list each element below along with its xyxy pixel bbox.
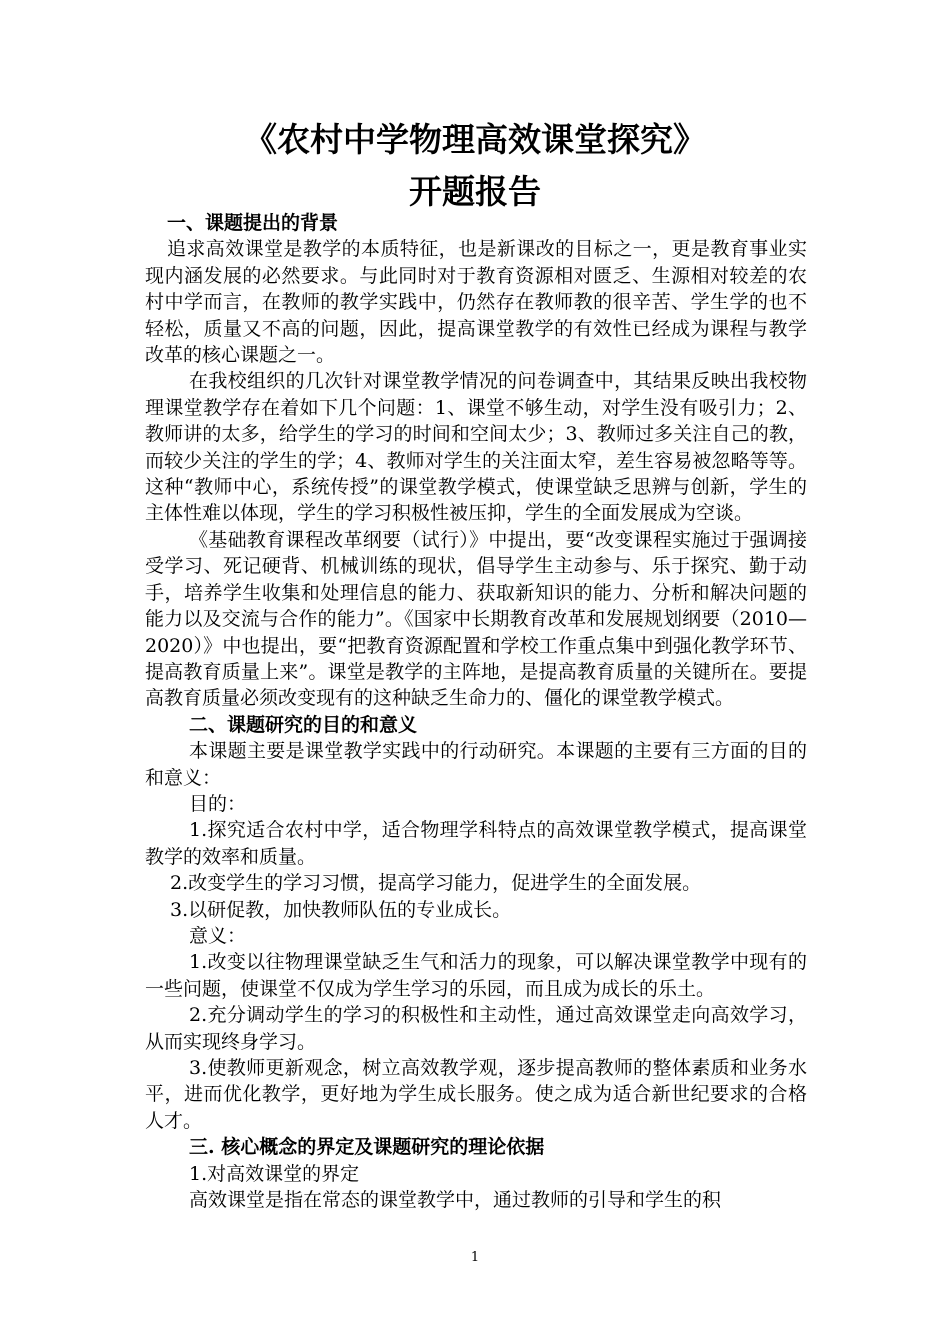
goal-item-2: 2.改变学生的学习习惯，提高学习能力，促进学生的全面发展。 [170,872,702,895]
section-3-heading: 三. 核心概念的界定及课题研究的理论依据 [189,1136,545,1159]
section-3-paragraph-1: 高效课堂是指在常态的课堂教学中，通过教师的引导和学生的积 [189,1189,722,1212]
section-1-paragraph-2: 在我校组织的几次针对课堂教学情况的问卷调查中，其结果反映出我校物理课堂教学存在着如下几个问题：1、课堂不够生动，对学生没有吸引力；2、教师讲的太多，给学生的学习的时间和空间太少；3、教师过多关注自己的教，而较少关注的学生的学；4、教师对学生的关注面太窄，差生容易被忽略等等。这种“教师中心，系统传授”的课堂教学模式，使课堂缺乏思辨与创新，学生的主体性难以体现，学生的学习积极性被压抑，学生的全面发展成为空谈。 [145,370,807,525]
significance-label: 意义： [189,924,247,947]
document-subtitle: 开题报告 [409,172,541,211]
goal-item-3: 3.以研促教，加快教师队伍的专业成长。 [170,898,512,921]
document-body [145,210,807,1213]
goal-label: 目的： [189,792,247,815]
significance-item-1: 1.改变以往物理课堂缺乏生气和活力的现象，可以解决课堂教学中现有的一些问题，使课堂不仅成为学生学习的乐园，而且成为成长的乐土。 [145,951,807,1000]
section-2-paragraph-1: 本课题主要是课堂教学实践中的行动研究。本课题的主要有三方面的目的和意义： [145,740,807,789]
section-1-paragraph-3: 《基础教育课程改革纲要（试行）》中提出，要“改变课程实施过于强调接受学习、死记硬背、机械训练的现状，倡导学生主动参与、乐于探究、勤于动手，培养学生收集和处理信息的能力、获取新知识的能力、分析和解决问题的能力以及交流与合作的能力”。《国家中长期教育改革和发展规划纲要（2010—2020）》中也提出，要“把教育资源配置和学校工作重点集中到强化教学环节、提高教育质量上来”。课堂是教学的主阵地，是提高教育质量的关键所在。要提高教育质量必须改变现有的这种缺乏生命力的、僵化的课堂教学模式。 [145,528,807,710]
significance-item-2: 2.充分调动学生的学习的积极性和主动性，通过高效课堂走向高效学习，从而实现终身学习。 [145,1004,807,1053]
document-title: 《农村中学物理高效课堂探究》 [244,120,706,159]
significance-item-3: 3.使教师更新观念，树立高效教学观，逐步提高教师的整体素质和业务水平，进而优化教学，更好地为学生成长服务。使之成为适合新世纪要求的合格人才。 [145,1057,807,1132]
section-1-heading: 一、课题提出的背景 [167,212,339,234]
section-3-subheading-1: 1.对高效课堂的界定 [189,1162,360,1185]
goal-item-1: 1.探究适合农村中学，适合物理学科特点的高效课堂教学模式，提高课堂教学的效率和质量。 [145,819,807,868]
page-number: 1 [470,1250,480,1265]
section-2-heading: 二、课题研究的目的和意义 [189,713,418,736]
section-1-paragraph-1: 追求高效课堂是教学的本质特征，也是新课改的目标之一，更是教育事业实现内涵发展的必然要求。与此同时对于教育资源相对匮乏、生源相对较差的农村中学而言，在教师的教学实践中，仍然存在教师教的很辛苦、学生学的也不轻松，质量又不高的问题，因此，提高课堂教学的有效性已经成为课程与教学改革的核心课题之一。 [145,238,807,367]
